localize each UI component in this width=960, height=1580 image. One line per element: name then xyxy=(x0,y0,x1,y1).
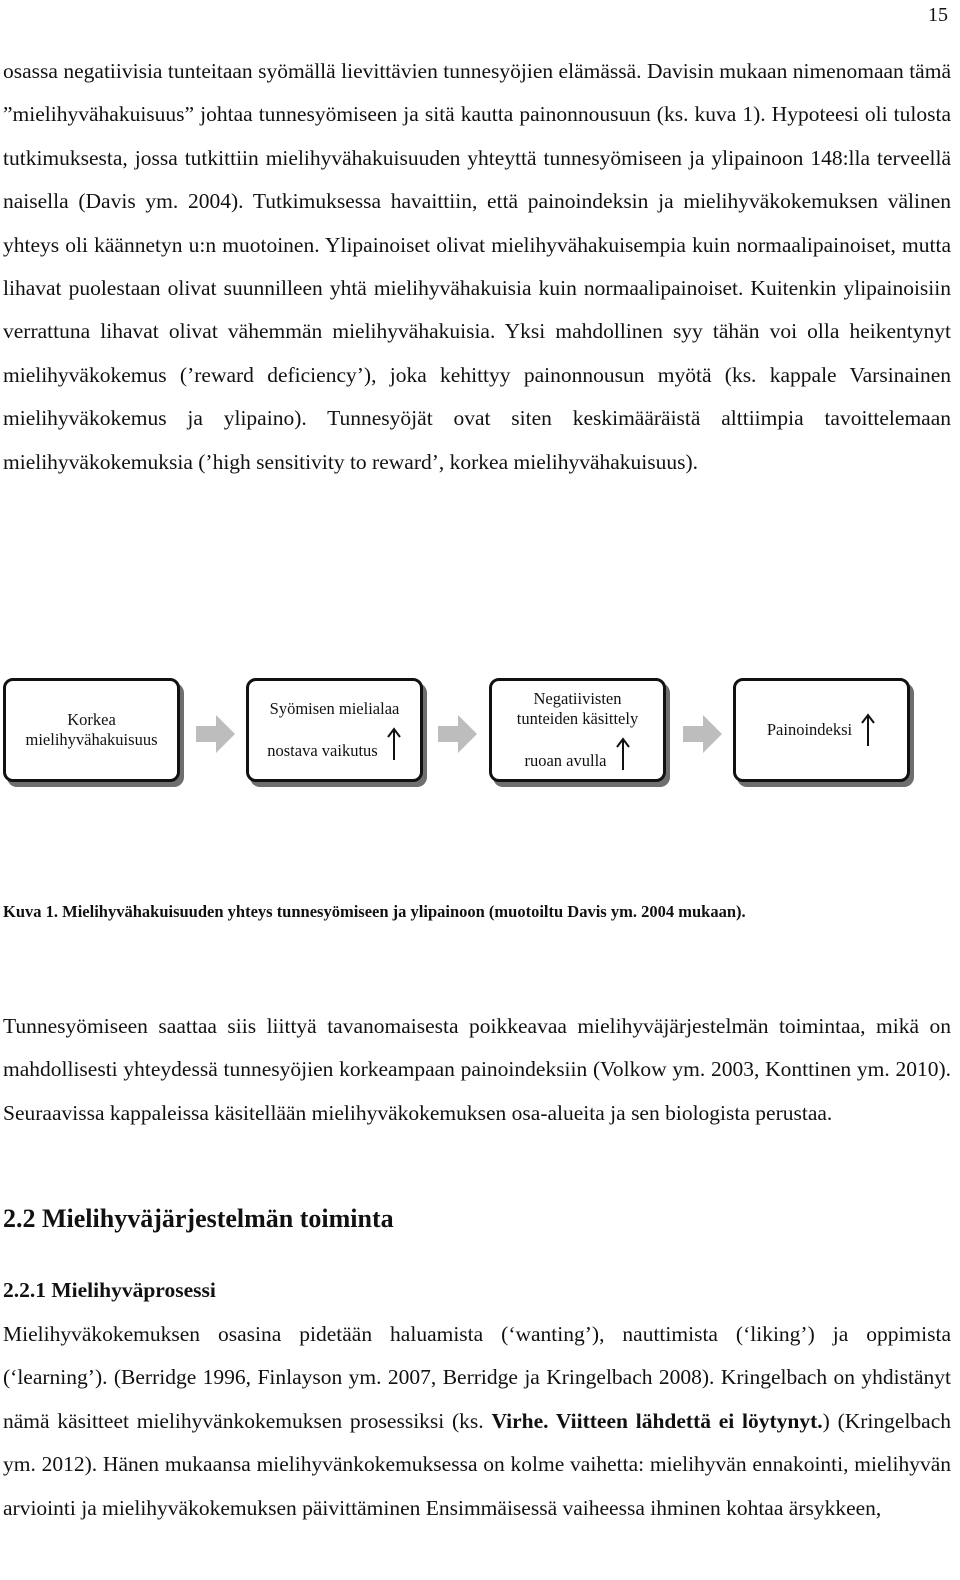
paragraph-reward-process xyxy=(3,1313,951,1530)
right-arrow-icon xyxy=(438,714,478,754)
flow-box-high-reward-seeking xyxy=(3,678,180,782)
up-arrow-icon xyxy=(386,727,402,761)
paragraph-process-text-2: ), nauttimista ( xyxy=(591,1322,744,1346)
section-heading: 2.2 Mielihyväjärjestelmän toiminta xyxy=(3,1204,394,1233)
flow-box-1-line-1: Korkea xyxy=(67,710,116,729)
paragraph-process-text-1: Mielihyväkokemuksen osasina pidetään haluamista ( xyxy=(3,1322,509,1346)
flow-box-2-line-2-row xyxy=(249,727,420,761)
term-high-sensitivity: ’high sensitivity to reward’ xyxy=(205,449,439,474)
subsection-heading: 2.2.1 Mielihyväprosessi xyxy=(3,1278,216,1302)
paragraph-intro-text-3: , korkea mielihyvähakuisuus). xyxy=(438,449,699,474)
flow-box-4-row xyxy=(736,713,907,747)
paragraph-intro xyxy=(3,50,951,484)
flow-box-2-line-1: Syömisen mielialaa xyxy=(269,699,400,718)
up-arrow-icon xyxy=(615,737,631,771)
paragraph-process-text-3: ) ja oppimista ( xyxy=(3,1322,951,1390)
flow-box-1-line-2: mielihyvähakuisuus xyxy=(25,730,158,749)
term-learning: ‘learning’ xyxy=(10,1365,95,1390)
flow-box-2-line-2: nostava vaikutus xyxy=(267,741,378,760)
paragraph-transition: Tunnesyömiseen saattaa siis liittyä tavanomaisesta poikkeavaa mielihyväjärjestelmän toimintaa, mikä on mahdollisesti yhteydessä tunnesyöjien korkeampaan painoindeksiin (Volkow ym. 2003, Konttinen ym. 2010). Seuraavissa kappaleissa käsitellään mielihyväkokemuksen osa-alueita ja sen biologista perustaa. xyxy=(3,1014,951,1125)
flow-box-3-line-2: tunteiden käsittely xyxy=(516,709,639,728)
up-arrow-icon xyxy=(860,713,876,747)
page-number: 15 xyxy=(928,4,948,26)
right-arrow-icon xyxy=(196,714,236,754)
paragraph-intro-text-1: osassa negatiivisia tunteitaan syömällä lievittävien tunnesyöjien elämässä. Davisin mukaan nimenomaan tämä ”mielihyvähakuisuus” johtaa tunnesyömiseen ja sitä kautta painonnousuun (ks. kuva 1). Hypoteesi oli tulosta tutkimuksesta, jossa tutkittiin mielihyvähakuisuuden yhteyttä tunnesyömiseen ja ylipainoon 148:lla terveellä naisella (Davis ym. 2004). Tutkimuksessa havaittiin, että painoindeksin ja mielihyväkokemuksen välinen yhteys oli käännetyn u:n muotoinen. Ylipainoiset olivat mielihyvähakuisempia kuin normaalipainoiset, mutta lihavat puolestaan olivat suunnilleen yhtä mielihyvähakuisia kuin normaalipainoiset. Kuitenkin ylipainoisiin verrattuna lihavat olivat vähemmän mielihyvähakuisia. Yksi mahdollinen syy tähän voi olla heikentynyt mielihyväkokemus ( xyxy=(3,59,951,387)
term-liking: ‘liking’ xyxy=(743,1322,808,1346)
figure-caption: Kuva 1. Mielihyvähakuisuuden yhteys tunnesyömiseen ja ylipainoon (muotoiltu Davis ym. 2004 mukaan). xyxy=(3,902,746,921)
flow-box-3-line-3-row xyxy=(492,737,663,771)
flow-box-3-line-1: Negatiivisten xyxy=(533,689,622,708)
paragraph-intro-text-2: ), joka kehittyy painonnousun myötä (ks. kappale Varsinainen mielihyväkokemus ja ylipaino). Tunnesyöjät ovat siten keskimääräistä alttiimpia tavoittelemaan mielihyväkokemuksia ( xyxy=(3,362,951,474)
flow-box-4-line-1: Painoindeksi xyxy=(766,720,853,739)
flow-box-3-line-3: ruoan avulla xyxy=(524,751,607,770)
flow-box-body-mass-index xyxy=(733,678,910,782)
flow-box-emotion-handling xyxy=(489,678,666,782)
reference-error-text: Virhe. Viitteen lähdettä ei löytynyt. xyxy=(491,1408,823,1433)
flow-box-mood-effect xyxy=(246,678,423,782)
term-wanting: ‘wanting’ xyxy=(508,1322,592,1346)
paragraph-process-text-4: ). (Berridge 1996, Finlayson ym. 2007, Berridge ja Kringelbach 2008). Kringelbach on yhdistänyt nämä käsitteet mielihyvänkokemuksen prosessiksi (ks. xyxy=(3,1365,951,1433)
term-reward-deficiency: ’reward deficiency’ xyxy=(187,362,364,387)
paragraph-process-text-5: ) (Kringelbach ym. 2012). Hänen mukaansa mielihyvänkokemuksessa on kolme vaihetta: mielihyvän ennakointi, mielihyvän arviointi ja mielihyväkokemuksen päivittäminen Ensimmäisessä vaiheessa ihminen kohtaa ärsykkeen, xyxy=(3,1408,951,1520)
right-arrow-icon xyxy=(683,714,723,754)
figure-flow-diagram xyxy=(0,676,960,790)
